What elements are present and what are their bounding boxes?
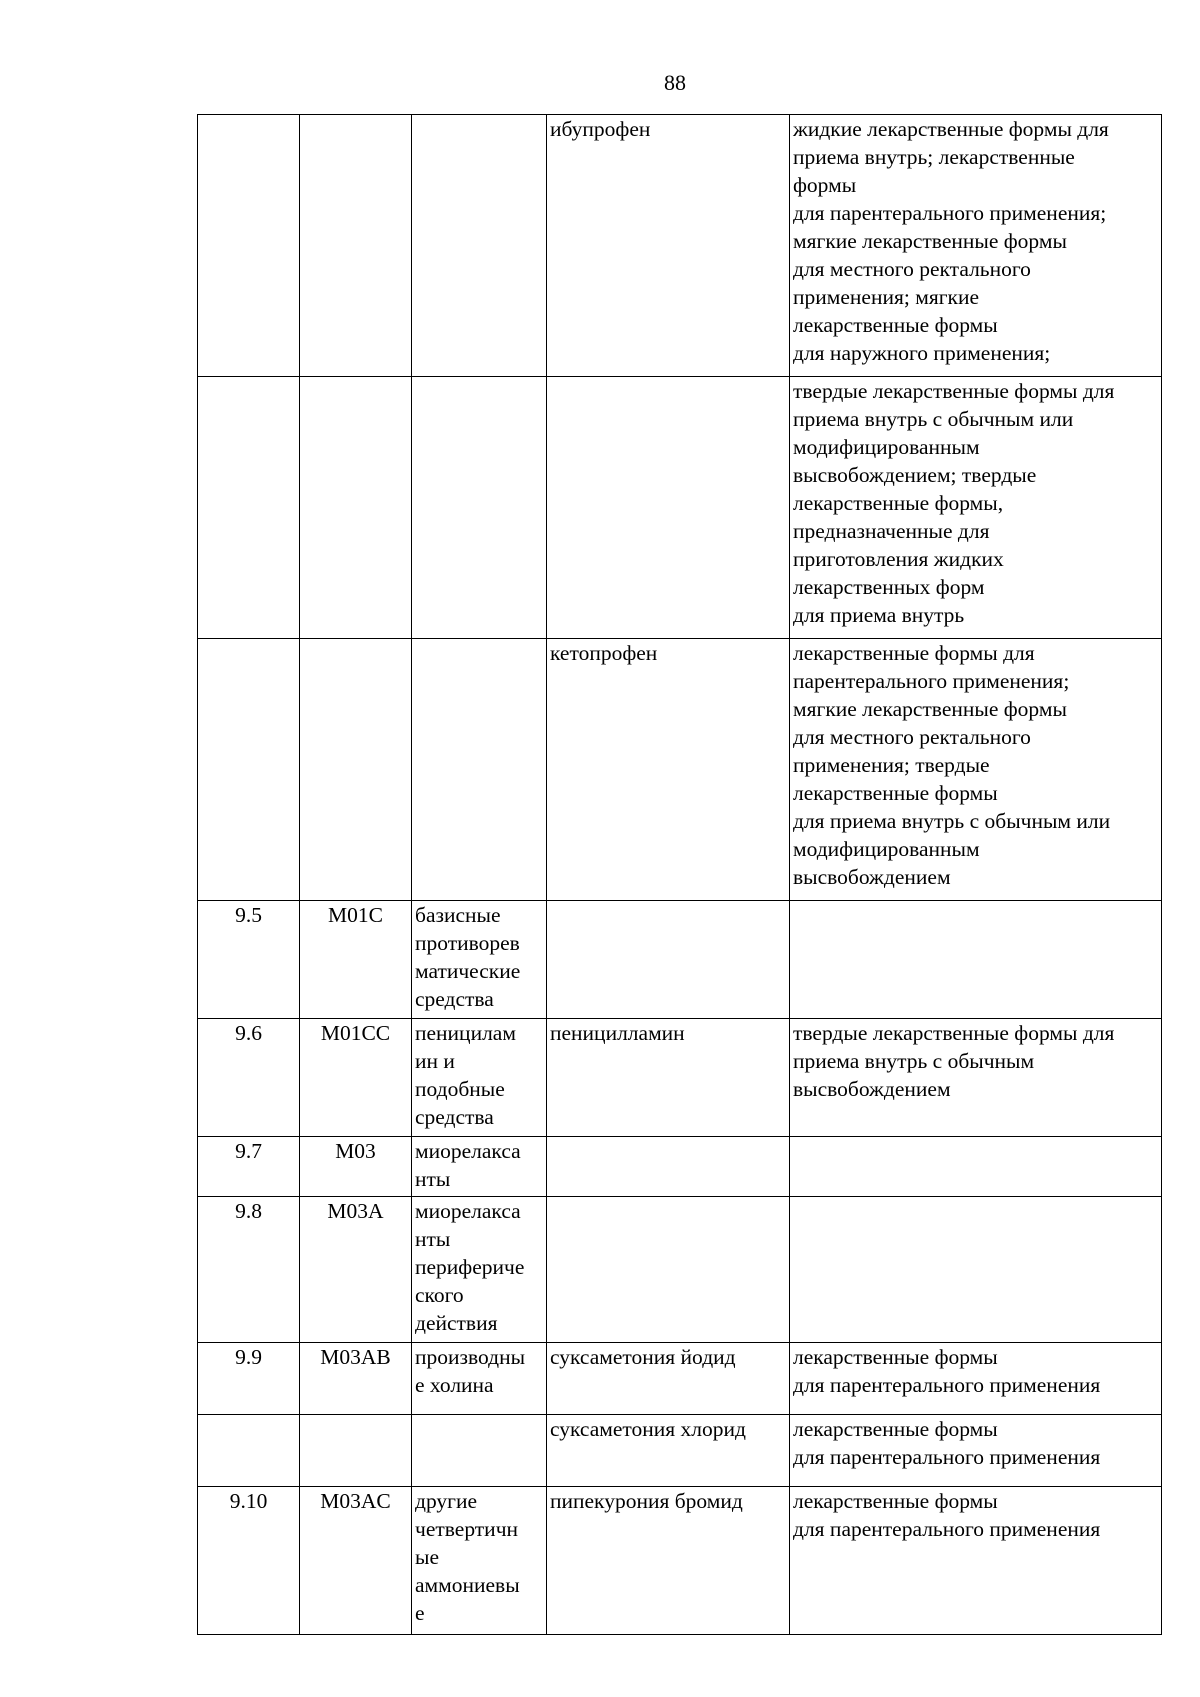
table-row — [198, 1019, 1162, 1137]
dosage-forms-cell — [790, 1415, 1162, 1487]
dosage-forms-cell-line: предназначенные для — [793, 519, 990, 543]
dosage-forms-cell-line: твердые лекарственные формы для — [793, 1021, 1115, 1045]
row-number-cell: 9.9 — [198, 1343, 300, 1415]
group-name-cell-line: миорелакса — [415, 1139, 521, 1163]
table-row — [198, 377, 1162, 639]
dosage-forms-cell-line: мягкие лекарственные формы — [793, 229, 1067, 253]
group-name-cell-line: матические — [415, 959, 521, 983]
dosage-forms-cell-line: для приема внутрь с обычным или — [793, 809, 1111, 833]
dosage-forms-cell-line: модифицированным — [793, 837, 980, 861]
drug-name-cell: суксаметония йодид — [547, 1343, 790, 1415]
drug-name-cell — [547, 901, 790, 1019]
group-name-cell — [412, 901, 547, 1019]
dosage-forms-cell — [790, 1019, 1162, 1137]
dosage-forms-cell-line: мягкие лекарственные формы — [793, 697, 1067, 721]
group-name-cell-line: четвертичн — [415, 1517, 519, 1541]
drug-name-cell: пипекурония бромид — [547, 1487, 790, 1635]
group-name-cell-line: производны — [415, 1345, 526, 1369]
dosage-forms-cell — [790, 377, 1162, 639]
row-number-cell: 9.8 — [198, 1197, 300, 1343]
row-number-cell — [198, 639, 300, 901]
dosage-forms-cell-line: для парентерального применения — [793, 1517, 1101, 1541]
row-number-cell: 9.10 — [198, 1487, 300, 1635]
dosage-forms-cell-line: для местного ректального — [793, 257, 1031, 281]
group-name-cell-line: аммониевы — [415, 1573, 520, 1597]
table-row — [198, 1343, 1162, 1415]
group-name-cell — [412, 1197, 547, 1343]
atc-code-cell — [300, 639, 412, 901]
dosage-forms-cell-line: приема внутрь; лекарственные — [793, 145, 1075, 169]
group-name-cell-line: перифериче — [415, 1255, 525, 1279]
dosage-forms-cell-line: парентерального применения; — [793, 669, 1070, 693]
table-row — [198, 1197, 1162, 1343]
group-name-cell-line: миорелакса — [415, 1199, 521, 1223]
drug-name-cell: пеницилламин — [547, 1019, 790, 1137]
atc-code-cell: M03AB — [300, 1343, 412, 1415]
dosage-forms-cell-line: лекарственные формы — [793, 313, 998, 337]
drug-name-cell: кетопрофен — [547, 639, 790, 901]
dosage-forms-cell-line: лекарственные формы — [793, 1417, 998, 1441]
group-name-cell — [412, 639, 547, 901]
row-number-cell: 9.7 — [198, 1137, 300, 1197]
group-name-cell — [412, 1487, 547, 1635]
group-name-cell — [412, 115, 547, 377]
dosage-forms-cell — [790, 639, 1162, 901]
group-name-cell-line: средства — [415, 987, 494, 1011]
dosage-forms-cell — [790, 1197, 1162, 1343]
group-name-cell-line: ин и — [415, 1049, 455, 1073]
group-name-cell — [412, 1019, 547, 1137]
table-body — [198, 115, 1162, 1635]
group-name-cell-line: нты — [415, 1167, 451, 1191]
group-name-cell-line: ского — [415, 1283, 464, 1307]
group-name-cell — [412, 1343, 547, 1415]
group-name-cell-line: ые — [415, 1545, 439, 1569]
dosage-forms-cell — [790, 115, 1162, 377]
group-name-cell-line: действия — [415, 1311, 498, 1335]
atc-code-cell: M01CC — [300, 1019, 412, 1137]
group-name-cell-line: противорев — [415, 931, 520, 955]
dosage-forms-cell-line: для местного ректального — [793, 725, 1031, 749]
dosage-forms-cell-line: для наружного применения; — [793, 341, 1051, 365]
dosage-forms-cell — [790, 1487, 1162, 1635]
table-row — [198, 901, 1162, 1019]
row-number-cell: 9.6 — [198, 1019, 300, 1137]
dosage-forms-cell — [790, 1343, 1162, 1415]
dosage-forms-cell-line: для парентерального применения — [793, 1373, 1101, 1397]
group-name-cell — [412, 1137, 547, 1197]
dosage-forms-cell — [790, 1137, 1162, 1197]
dosage-forms-cell-line: применения; мягкие — [793, 285, 980, 309]
table-row — [198, 1415, 1162, 1487]
table-row — [198, 639, 1162, 901]
page-number: 88 — [664, 70, 686, 95]
dosage-forms-cell-line: для парентерального применения; — [793, 201, 1107, 225]
atc-code-cell — [300, 115, 412, 377]
dosage-forms-cell-line: применения; твердые — [793, 753, 990, 777]
dosage-forms-cell-line: лекарственные формы — [793, 1489, 998, 1513]
group-name-cell-line: другие — [415, 1489, 478, 1513]
dosage-forms-cell-line: жидкие лекарственные формы для — [793, 117, 1109, 141]
table-row — [198, 1487, 1162, 1635]
atc-code-cell — [300, 377, 412, 639]
drug-name-cell: суксаметония хлорид — [547, 1415, 790, 1487]
dosage-forms-cell-line: лекарственные формы, — [793, 491, 1004, 515]
dosage-forms-cell-line: лекарственные формы для — [793, 641, 1035, 665]
dosage-forms-cell-line: для парентерального применения — [793, 1445, 1101, 1469]
row-number-cell — [198, 1415, 300, 1487]
atc-code-cell: M03AC — [300, 1487, 412, 1635]
atc-code-cell: M01C — [300, 901, 412, 1019]
drug-table — [197, 114, 1162, 1635]
group-name-cell-line: нты — [415, 1227, 451, 1251]
atc-code-cell: M03 — [300, 1137, 412, 1197]
dosage-forms-cell-line: модифицированным — [793, 435, 980, 459]
row-number-cell — [198, 115, 300, 377]
dosage-forms-cell — [790, 901, 1162, 1019]
drug-name-cell — [547, 377, 790, 639]
dosage-forms-cell-line: лекарственные формы — [793, 1345, 998, 1369]
group-name-cell-line: подобные — [415, 1077, 505, 1101]
atc-code-cell: M03A — [300, 1197, 412, 1343]
dosage-forms-cell-line: лекарственных форм — [793, 575, 985, 599]
drug-name-cell: ибупрофен — [547, 115, 790, 377]
group-name-cell-line: средства — [415, 1105, 494, 1129]
table-row — [198, 115, 1162, 377]
row-number-cell — [198, 377, 300, 639]
dosage-forms-cell-line: приема внутрь с обычным — [793, 1049, 1035, 1073]
group-name-cell-line: е холина — [415, 1373, 494, 1397]
group-name-cell — [412, 377, 547, 639]
dosage-forms-cell-line: высвобождением — [793, 1077, 951, 1101]
row-number-cell: 9.5 — [198, 901, 300, 1019]
atc-code-cell — [300, 1415, 412, 1487]
table-row — [198, 1137, 1162, 1197]
group-name-cell-line: базисные — [415, 903, 501, 927]
drug-name-cell — [547, 1197, 790, 1343]
dosage-forms-cell-line: высвобождением; твердые — [793, 463, 1037, 487]
group-name-cell-line: е — [415, 1601, 425, 1625]
dosage-forms-cell-line: приготовления жидких — [793, 547, 1004, 571]
dosage-forms-cell-line: для приема внутрь — [793, 603, 965, 627]
dosage-forms-cell-line: высвобождением — [793, 865, 951, 889]
drug-name-cell — [547, 1137, 790, 1197]
dosage-forms-cell-line: лекарственные формы — [793, 781, 998, 805]
group-name-cell-line: пеницилам — [415, 1021, 516, 1045]
dosage-forms-cell-line: приема внутрь с обычным или — [793, 407, 1074, 431]
group-name-cell — [412, 1415, 547, 1487]
dosage-forms-cell-line: формы — [793, 173, 857, 197]
dosage-forms-cell-line: твердые лекарственные формы для — [793, 379, 1115, 403]
